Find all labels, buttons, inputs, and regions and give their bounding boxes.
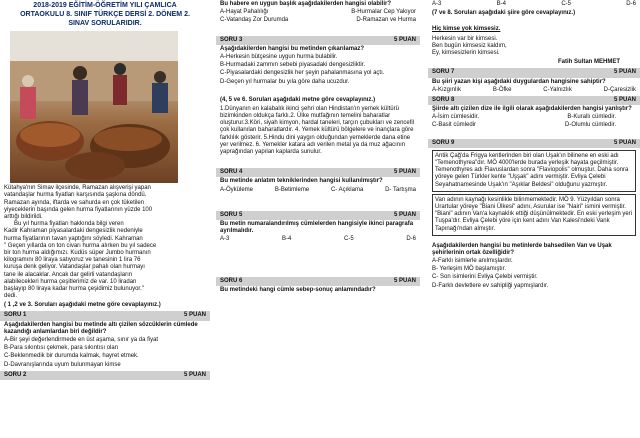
option-c[interactable]: C- Son isimlerini Evliya Çelebi vermiştir. (432, 274, 538, 281)
passage-line: vatandaşlar hurma fiyatları karşısında şaşkına döndü. (4, 192, 147, 199)
option-c[interactable]: C-5 (344, 236, 354, 243)
question-label: SORU 4 (220, 169, 243, 176)
question-label: SORU 5 (220, 211, 243, 218)
question-3-text: Aşağıdakilerden hangisi bu metinden çıkarılamaz? (220, 45, 365, 52)
option-d[interactable]: D-Geçen yıl hurmalar bu yıla göre daha ucuzdur. (220, 78, 350, 85)
options-row (432, 114, 636, 121)
question-2-header (0, 371, 210, 380)
passage-line: tane ile alacaklar. Ancak dar gelirli vatandaşların (4, 271, 133, 278)
option-a[interactable]: A-Herkesin bütçesine uygun hurma bulabilir. (220, 53, 338, 60)
question-points: 5 PUAN (613, 69, 636, 76)
option-a[interactable]: A-İsim cümlesidir. (432, 114, 480, 121)
option-b[interactable]: B-4 (496, 1, 506, 7)
option-b[interactable]: B- Yerleşim MÖ başlamıştır. (432, 266, 507, 273)
question-points: 5 PUAN (393, 211, 416, 218)
title-line-2: ORTAOKULU 8. SINIF TÜRKÇE DERSİ 2. DÖNEM 2. (20, 10, 190, 18)
exam-title (2, 2, 208, 28)
column-middle (216, 0, 420, 438)
option-c[interactable]: C- Açıklama (330, 186, 364, 193)
question-points: 5 PUAN (183, 371, 206, 378)
question-label: SORU 7 (432, 69, 455, 76)
question-points: 5 PUAN (613, 96, 636, 103)
question-3-header (216, 36, 420, 45)
usak-text-box: Antik Çağ'da Frigya kentlerinden biri olan Uşak'ın bilinene en eski adı "Temenothyrea"dır. MÖ 4000'lerde burada yerleşik hayata geçilmiştir. Temenothyres adı Flavuslardan sonra "Flaviopolis" olmuştur. Daha sonra yöreye gelen Türkler kente "Uşşak" adını vermiştir. Evliya Çelebi Seyahatnamesinde Uşak'ın "Aşıklar Beldesi" olduğunu yazmıştır. (432, 150, 636, 192)
options-row (432, 1, 636, 8)
option-b[interactable]: B-Kurallı cümledir. (567, 114, 616, 121)
passage-line: Bu yıl hurma fiyatları hakkında bilgi veren (14, 221, 124, 228)
option-c[interactable]: C-5 (561, 1, 571, 7)
option-b[interactable]: B-Öfke (492, 86, 512, 93)
question-6-text: Bu metindeki hangi cümle sebep-sonuç anlamındadır? (220, 286, 376, 293)
option-c[interactable]: C-Vatandaş Zor Durumda (220, 17, 289, 24)
question-8-header (428, 96, 640, 105)
question-points: 5 PUAN (183, 312, 206, 319)
poem-line: Herkesin var bir kimsesi. (432, 35, 498, 42)
passage-line: hurma fiyatlarının tavan yaptığını söyledi. Kahraman (4, 235, 143, 242)
question-1-text: Aşağıdakilerden hangisi bu metinde altı çizilen sözcüklerin cümlede kazandığı anlamlardan biri değildir? (4, 321, 198, 335)
question-2-text: Bu habere en uygun başlık aşağıdakilerden hangisi olabilir? (220, 1, 392, 7)
passage-line: kilogramını 80 liraya satıyoruz ve tanesinin 1 lira 76 (4, 257, 141, 264)
passage-line: " Geçen yıllarda on ton civarı hurma alırken bu yıl sadece (4, 242, 157, 249)
poem-line: Ey, kimsesizlerin kimsesi. (432, 49, 500, 56)
options-row (432, 87, 636, 94)
option-a[interactable]: A-Öyküleme (220, 186, 254, 193)
option-c[interactable]: C-Yalnızlık (543, 86, 572, 93)
option-a[interactable]: A-3 (432, 1, 442, 7)
passage-line: dedi. (4, 293, 18, 300)
option-c[interactable]: C-Piyasalardaki dengesizlik her şeyin pahalanmasına yol açtı. (220, 70, 385, 77)
options-row (220, 236, 416, 243)
question-label: SORU 1 (4, 312, 27, 319)
passage-line: kuruşa denk geliyor. Vatandaşlar pahalı olan hurmayı (4, 264, 145, 271)
options-row (432, 122, 636, 129)
option-d[interactable]: D-Olumlu cümledir. (564, 122, 616, 129)
option-a[interactable]: A-Farklı isimlerle anılmışlardır. (432, 258, 513, 265)
option-c[interactable]: C-Basit cümledir (432, 122, 477, 129)
van-text-box: Van adının kaynağı kesinlikle bilinmemektedir. MÖ 9. Yüzyıldan sonra Urartular yöreye "Biani Ülkesi" adını, Asurular ise "Nairi" ismini vermiştir. "Biani" adının Van'a kaynaklık ettiği düşünülmektedir. En eski yerleşim yeri Tuşpa'dır. Evliya Çelebi yöre için kent adını Van Kalesi'ndeki Vank Tapınağı'ndan almıştır. (432, 194, 636, 236)
passage-line: Ramazan ayında, iftarda ve sahurda en çok tüketilen (4, 199, 145, 206)
question-1-header (0, 311, 210, 320)
passage-line: başlayıp 80 liraya kadar hurma çeşidimiz bulunuyor." (4, 285, 144, 292)
passage-line: alabilecekleri hurma çeşitlerimiz de var. 10 liradan (4, 278, 137, 285)
instruction-7-8: (7 ve 8. Soruları aşağıdaki şiire göre cevaplayınız.) (432, 10, 576, 17)
option-a[interactable]: A-Kızgınlık (432, 86, 462, 93)
title-line-1: 2018-2019 EĞİTİM-ÖĞRETİM YILI ÇAMLICA (33, 2, 177, 9)
question-label: SORU 9 (432, 139, 455, 146)
column-right (428, 0, 640, 438)
option-b[interactable]: B-Hurmadaki zammın sebebi piyasadaki dengesizliktir. (220, 62, 366, 69)
question-label: SORU 3 (220, 36, 243, 43)
india-passage: 1.Dünyanın en kalabalık ikinci şehri olan Hindistan'ın yemek kültürü bizimkinden oldukça farklı.2. Ülke mutfağının temelini baharatlar oluşturur.3.Köri, siyah kimyon, hardal taneleri, tarçın çubukları ve zencefil çok kullanılan baharatlardır. 4. Yemek kültürü bölgelere ve inançlara göre farklılık gösterir. 5.Hindu dini yaygın olduğundan yemeklerde dana etine yer verilmez. 6. Yemekler katara adı verilen metal ya da muz ağacının yaprağından yapılan kaplarda sunulur. (220, 105, 415, 155)
option-d[interactable]: D-Çaresizlik (603, 86, 636, 93)
market-photo (10, 31, 178, 183)
option-b[interactable]: B-Para sıkıntısı çekmek, para sıkıntısı olan (4, 345, 119, 352)
option-d[interactable]: D-Farklı devletlere ev sahipliği yapmışlardır. (432, 282, 549, 289)
option-d[interactable]: D-Davranışlarında uyum bulunmayan kimse (4, 361, 121, 368)
option-d[interactable]: D- Tartışma (385, 186, 416, 193)
passage-line: Kadir Kahraman piyasalardaki dengesizlik nedeniyle (4, 228, 143, 235)
question-9-header (428, 139, 640, 148)
options-row (220, 9, 416, 16)
option-a[interactable]: A-3 (220, 236, 230, 243)
option-a[interactable]: A-Bir şeyi değerlendirmede en üst aşama, sınır ya da fiyat (4, 337, 159, 343)
passage-line: bir ton hurma aldığımızı. Kudüs süper Jumbo hurmanın (4, 249, 151, 256)
poem-author: Fatih Sultan MEHMET (558, 59, 620, 66)
question-6-header (216, 277, 420, 286)
poem-line: Ben bugün kimsesiz kaldım, (432, 42, 507, 49)
question-4-text: Bu metinde anlatım tekniklerinden hangisi kullanılmıştır? (220, 178, 383, 185)
option-a[interactable]: A-Hayat Pahalılığı (220, 9, 269, 16)
passage-line: yiyeceklerin başında gelen hurma fiyatlarının yüzde 100 (4, 206, 153, 213)
question-label: SORU 6 (220, 277, 243, 284)
question-9-text: Aşağıdakilerden hangisi bu metinlerde bahsedilen Van ve Uşak şehirlerinin ortak özelliğidir? (432, 242, 612, 256)
market-illustration (10, 31, 178, 183)
instruction-1-3: ( 1 ,2 ve 3. Soruları aşağıdaki metne göre cevaplayınız.) (4, 302, 161, 309)
question-label: SORU 8 (432, 96, 455, 103)
instruction-4-6: (4, 5 ve 6. Soruları aşağıdaki metne göre cevaplayınız.) (220, 96, 376, 103)
question-7-header (428, 68, 640, 77)
question-8-text: Şiirde altı çizilen dize ile ilgili olarak aşağıdakilerden hangisi yanlıştır? (432, 106, 632, 113)
option-b[interactable]: B-4 (282, 236, 292, 243)
question-points: 5 PUAN (393, 169, 416, 176)
option-d[interactable]: D-6 (626, 1, 636, 7)
question-points: 5 PUAN (613, 139, 636, 146)
passage-line: arttığı bildirildi. (4, 214, 43, 220)
option-d[interactable]: D-6 (406, 236, 416, 243)
question-label: SORU 2 (4, 371, 27, 378)
news-passage (4, 185, 206, 300)
option-d[interactable]: D-Ramazan ve Hurma (356, 17, 416, 24)
option-b[interactable]: B-Hurmalar Cep Yakıyor (351, 9, 416, 16)
passage-line: Kütahya'nın Simav ilçesinde, Ramazan alışverişi yapan (4, 185, 151, 192)
question-4-header (216, 168, 420, 177)
title-line-3: SINAV SORULARIDIR. (68, 19, 142, 27)
options-row (220, 17, 416, 24)
question-5-header (216, 211, 420, 220)
question-7-text: Bu şiiri yazan kişi aşağıdaki duygulardan hangisine sahiptir? (432, 78, 606, 85)
question-points: 5 PUAN (393, 277, 416, 284)
question-points: 5 PUAN (393, 36, 416, 43)
option-b[interactable]: B-Betimleme (274, 186, 310, 193)
poem-title: Hiç kimse yok kimsesiz. (432, 26, 501, 33)
column-left (0, 0, 210, 438)
options-row (220, 187, 416, 194)
question-5-text: Bu metin numaralandırılmış cümlelerden hangisiyle ikinci paragrafa ayrılmalıdır. (220, 220, 414, 235)
option-c[interactable]: C-Beklenmedik bir durumda kalmak, hayret etmek. (4, 353, 139, 360)
